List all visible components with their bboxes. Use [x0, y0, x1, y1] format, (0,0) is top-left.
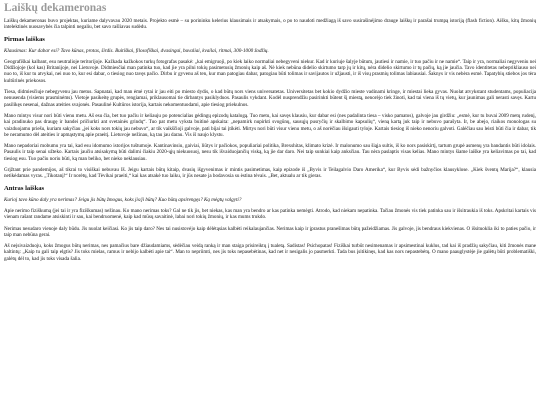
first-letter-paragraph-4: Mano nepadoriai mobumu yra tai, kad esu idomumo istorijos tuštumoje. Kantinavinsiu, gaiviai, liūtys ir pačiokos, populiariai politika, Brexshitas, klimato krizė. Ir malonumo sau šiąja sultis, iš ko nors pasiskirtį, tartum grupė asmenų yra bandantis būti idolais. Pasaulis ir taip senai užteko. Kartais jaučiu atsisakymą būti dalimi čiakiu 2020-ųjų niekuosuoj, nesu tik išvaiduojančių viską, ką jie dar daro. Nei taip sunkiai kaip anksčiau. Tau nėra paslaptis visas kelias. Mano mintys šiame laiške yra keliavimas po tai, kad tiesiog esu. Tuo pačiu noriu būti, ką man beliko, bet nieko neklausiau.: [4, 143, 536, 162]
second-letter-paragraph-3: Aš nejsivaizduoju, koks žmogus būtų nerimas, nes pamačius bare džiaudamiams, sėdėčiau veidą ranką ir man staiga prisireiktų į tualetą. Sadistas! Psichopatas! Fiziškai turbūt nesimenamas ir apsimestinai kuklus, tad kai iš pradžių sakyčiau, kiti žmonės mane kaltintų: „Kaip tu gali taip elgtis? Jis toks mielas, ramus ir nebijo kalbėti apie tai“. Man to nepriimti, nes jis toks nepasebėtinas, kad net ir nesigalis jo pasmerkti. Tada bus įsitikinęs, kad kas nors nepastebėtų. O mano paauglystėje jie galėtų būti problematiški, galėtų dėl to, kad jis toks visada šalia.: [4, 243, 536, 262]
second-letter-paragraph-2: Nerimas nesudaro vienoje daly būdu. Jis nuolat keičiasi. Ko jis taip daro? Nes tai nusistovėjo kaip dėlėtąsias kalbėti reikalaujančias. Nerimas kaip ir įprastus pranešimas būtų pažeidžiamas. Jis galvoje, jis bendraus kiekvienas. O išsituoklia iki to paties pačio, ir taip man nebūna gerai.: [4, 225, 536, 238]
first-letter-paragraph-3: Mano mintys visur nori būti vienu metu. Aš esu čia, bet tuo pačiu ir keliauju po potencialias gėdingų epizodų katalogą. Tuo metu, kai savęs klausiu, kur dabar esi (nes padalinta tiesa – visko pamatos), galvoje jau girdžiu: „esmė, kur tu buvai 2009 metų rudenį, kai pradinuko pas draugę ir bandei pričiurkti ant svetainės grindų“. Tuo pat metu vyksta buitinė apskaita: „nepamirk nupirkti svogūnų, sausųjų pusryčių ir skalbimo kapsulių“, vieną kartą juk taip ir nebuvo parašyta. Ir, be abejo, riaikos monologas su vaizduojamu priešu, kuriam sakyčiau „jei koks nors tokių jau nebuvo“, ar tik vaikščioji galvoje, pati bijai tai įtikėti. Mirtys nori būti visur vienu metu, o aš norėčiau išsigauti tyloje. Kartais tiesiog iš nieko nenoriu galvoti. Galėčiau sau leisti būti čia ir dabar, tik be neramumo dėl ateities ir apmąstymų apie praeitį. Lietuvoje nežinau, ką tau jau darau. Vis iš naujo klystu.: [4, 112, 536, 138]
first-letter-question: Klausimas: Kur dabar esi? Tavo kūnas, protas, širdis. Buitiškai, filosofiškai, dvasingai, buvaliai, kvailai, ritmai, 300-1000 žodžių.: [4, 47, 269, 54]
second-letter-paragraph-1: Apie nerimo fiziškumą (jei tai ir yra fiziškumas) nežinau. Ko mano nerimas toks? Gal ne tik jis, bet niekas, kas man yra bendro ar kas patinka nemėgti. Atrodo, kad niekam nepatinka. Tačiau žmonės vis tiek patinka sau ir išsitraukia iš toks. Apskritai kartais vis vienam rašant randame atsiskinti ir sau, kai bendruomenė, kaip kad mūsų savaitinė, labai nori tokių žmonių, ir kas mums trukdo.: [4, 207, 536, 221]
intro-paragraph: Laiškų dekameronas buvo projektas, kuriame dalyvavau 2020 metais. Projekto esmė – su porininku kelerius klausimais ir atsakymais, o po to naudoti medžiagą iš savo susirašinėjimo drauge laiškų ir parašai trumpą istoriją (flash fiction). Aišku, kitų žmonių intelektinės nuosavybės čia talpinti negaliu, bet savo rašliavas sudėdu.: [4, 18, 536, 31]
second-letter-question: Kurioj tavo kūno daly yra nerimas? Jeigu jis būtų žmogus, koks jis/ji būtų? Kuo būtų apsirengęs? Ką mėgtų valgyti?: [4, 196, 242, 203]
site-title[interactable]: Laiškų dekameronas: [4, 2, 107, 14]
first-letter-paragraph-1: Geografiškai kalbant, esu neutralioje teritorijoje. Kažkada kažkokos turkų fotografas pasakė: „kai emigruoji, po kiek laiko normaliai nebegyveni niekur. Kad ir kuriuje šalyje būtum, jautiesi ir namie, ir tuo pačiu ir ne namie“. Taip ir yra, normaliai negyveniu nei Didžiojoje (kol kas) Britanijoje, nei Lietuvoje. Didmiesčiai man patinka tuo, kad jie yra pilni tokių pasimetusių žmonių kaip aš. Nė kiek nebūna didelio skirtumo tarp jų ir kitų, nėra didelio skirtumo ir tų pačių, ką jie jaučia. Tavo identitetas nebeprikliauso nei nuo to, iš kur tu atvykai, nei nuo to, kur esi dabar, o tiesiog nuo tavęs pačio. Dirbu ir gyvenu aš ten, kur man patogiau dabar, patogiau būti tolimas ir savijautos ir užjausti, ir iš visų prasmių tolimas labiausiai. Šaknys ir vis nebėra esmė. Tapatybių stiebos jos tėra kultūrinės priekosos.: [4, 58, 536, 84]
first-letter-heading: Pirmas laiškas: [4, 35, 45, 43]
second-letter-heading: Antras laiškas: [4, 184, 45, 192]
first-letter-paragraph-2: Tiesa, didmiesčiuje nebegyvenu jau metus. Sapnatai, kad man ėmė rytai ir jau eiti po miesto dydis, o kad būtų nors viens universatetas. Universitetas bet kokio dydžio mieste vadinami kringe, ir miestai lieka gyvas. Nuolat atvykstant studentams, populiacija nenusenda (visiems prasminėms). Vietoje pasikeitę grupės, rengiamai, priklausomai tie dirbantys pasiklyduos. Pasaulis vykdant. Kodėl nusprendžiu pasirinkti būtent šį miestą, nenorėjo tiek žinoti, kad tai viena iš tų vietų, kur jaunimas gali nerasti savęs. Kartu pasilikęs nesenai, dažnas ateities svajonės. Pasaulinė Kultūros istorija, kartais nekomentuodami, apie tiesiog priekulnos.: [4, 89, 536, 108]
first-letter-paragraph-5: Grįžtant prie pandemijos, aš tikrai to visiškai nebuvau Iš. Jeigu kartais būtų kitaip, dvasių išgyvenimas ir mintis pasimetimas, kaip epizode iš „Byvis ir Teilagalvio Daro Amerika“, kur Byvis sėdi bažnyčios klausyklose. „Kiek šventų Marija?“, klausia netikėdamas vyras. „Tikotanį!“ Ir norėtų, kad Tėvikai praeiti,“ kai kas atsakė tuo laiku, ir jūs nesate ja bodavosia su ėstina tėvais. „Bet, aktualu ar tik gieras.: [4, 167, 536, 180]
